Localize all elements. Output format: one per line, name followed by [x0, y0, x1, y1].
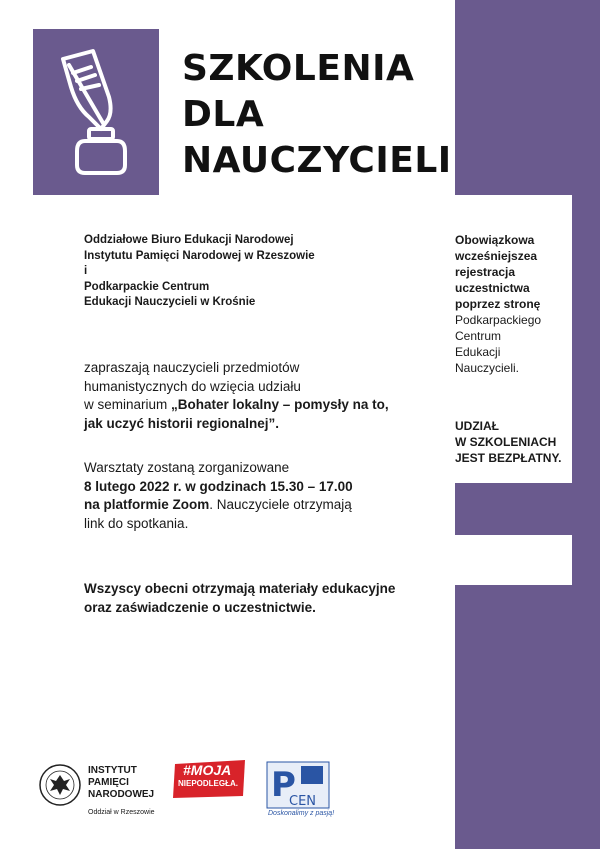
ipn-branch: Oddział w Rzeszowie — [88, 809, 155, 816]
organizers-block — [84, 233, 315, 311]
workshop-line-3-rest: . Nauczyciele otrzymają — [209, 497, 352, 512]
organizer-line-4: Podkarpackie Centrum — [84, 280, 210, 293]
ipn-name: INSTYTUT PAMIĘCI NARODOWEJ — [88, 765, 155, 800]
seminar-title-part-1: „Bohater lokalny – pomysły na to, — [171, 397, 389, 412]
pcen-tagline: Doskonalimy z pasją! — [268, 810, 335, 817]
title-line-2: DLA — [182, 94, 265, 135]
page-title — [182, 46, 452, 184]
svg-text:P: P — [271, 765, 296, 805]
invite-line-3 — [84, 396, 389, 415]
registration-line-3: rejestracja — [455, 265, 516, 279]
registration-line-7: Centrum — [455, 329, 502, 343]
free-line-3: JEST BEZPŁATNY. — [455, 451, 562, 465]
quill-and-inkwell-icon — [33, 29, 159, 195]
workshop-line-3 — [84, 496, 353, 515]
closing-line-1: Wszyscy obecni otrzymają materiały edukacyjne — [84, 581, 396, 596]
registration-line-5: poprzez stronę — [455, 297, 541, 311]
invite-line-3-prefix: w seminarium — [84, 397, 172, 412]
moja-hashtag: #MOJA — [183, 762, 232, 778]
workshop-paragraph — [84, 459, 353, 533]
workshop-line-1: Warsztaty zostaną zorganizowane — [84, 460, 290, 475]
invite-line-4 — [84, 415, 389, 434]
registration-line-6: Podkarpackiego — [455, 313, 542, 327]
workshop-platform: na platformie Zoom — [84, 497, 210, 512]
sidebar-bar-middle — [455, 483, 600, 535]
invitation-paragraph — [84, 359, 389, 433]
invite-line-2: humanistycznych do wzięcia udziału — [84, 378, 301, 394]
title-line-3: NAUCZYCIELI — [182, 140, 452, 181]
organizer-line-2: Instytutu Pamięci Narodowej w Rzeszowie — [84, 249, 315, 262]
registration-line-9: Nauczycieli. — [455, 361, 520, 375]
free-line-2: W SZKOLENIACH — [455, 435, 557, 449]
workshop-date: 8 lutego 2022 r. w godzinach 15.30 – 17.00 — [84, 478, 353, 494]
registration-line-1: Obowiązkowa — [455, 233, 535, 247]
organizer-line-5: Edukacji Nauczycieli w Krośnie — [84, 296, 256, 308]
sidebar-edge-strip-2 — [572, 535, 600, 585]
title-line-1: SZKOLENIA — [182, 48, 415, 89]
registration-line-8: Edukacji — [455, 345, 501, 359]
registration-line-4: uczestnictwa — [455, 281, 530, 295]
sidebar-bar-bottom — [455, 585, 600, 849]
pcen-logo — [265, 760, 331, 810]
moja-label: NIEPODLEGŁA. — [178, 779, 239, 788]
invite-line-1: zapraszają nauczycieli przedmiotów — [84, 360, 300, 375]
organizer-line-1: Oddziałowe Biuro Edukacji Narodowej — [84, 234, 294, 246]
workshop-line-4: link do spotkania. — [84, 515, 189, 531]
sidebar-edge-strip — [572, 195, 600, 483]
closing-line-2: oraz zaświadczenie o uczestnictwie. — [84, 599, 316, 615]
registration-note — [455, 232, 570, 376]
registration-line-2: wcześniejszea — [455, 249, 538, 263]
closing-paragraph — [84, 580, 395, 617]
free-line-1: UDZIAŁ — [455, 419, 499, 433]
ipn-eagle-seal-icon — [38, 763, 82, 807]
organizer-line-3: i — [84, 265, 88, 277]
free-participation-note — [455, 418, 561, 466]
ipn-logo — [38, 763, 155, 816]
logo-box — [33, 29, 159, 195]
seminar-title-part-2: jak uczyć historii regionalnej”. — [84, 415, 280, 431]
workshop-line-2 — [84, 478, 353, 497]
sidebar-bar-top — [455, 0, 600, 195]
pcen-logo-text: CEN — [289, 794, 317, 809]
